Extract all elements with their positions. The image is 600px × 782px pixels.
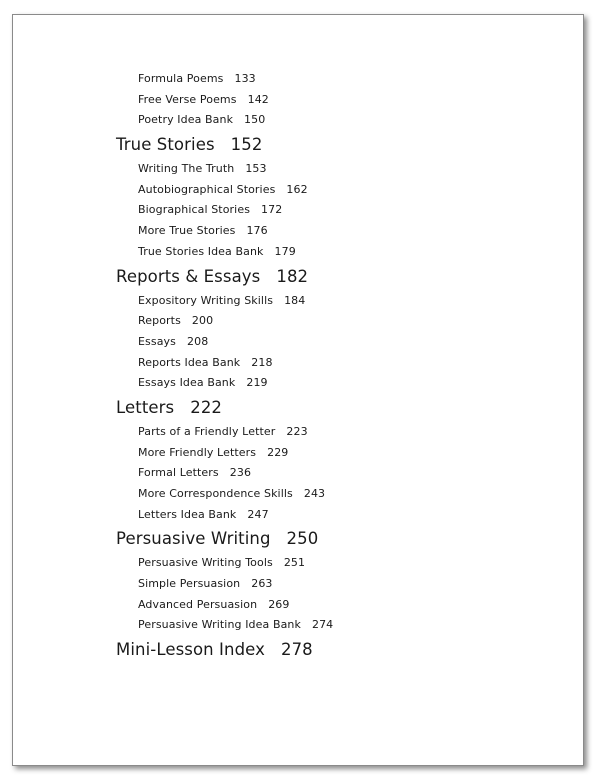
toc-entry[interactable]	[138, 615, 556, 636]
table-of-contents	[116, 69, 556, 664]
toc-entry[interactable]	[138, 422, 556, 443]
toc-section-heading[interactable]	[116, 525, 556, 553]
toc-entry[interactable]	[138, 505, 556, 526]
toc-entry[interactable]	[138, 200, 556, 221]
toc-entry-title: Writing The Truth	[138, 162, 235, 176]
toc-entry-title: Essays Idea Bank	[138, 376, 236, 390]
toc-entry-page: 269	[268, 597, 290, 611]
toc-entry-page: 133	[234, 72, 256, 85]
document-page	[12, 14, 584, 766]
toc-entry-title: Letters Idea Bank	[138, 507, 237, 521]
toc-entry-page: 162	[286, 182, 308, 196]
toc-entry-page: 223	[286, 424, 308, 438]
toc-entry-page: 153	[245, 162, 267, 176]
toc-entry-title: Free Verse Poems	[138, 92, 237, 106]
toc-entry-title: Essays	[138, 334, 176, 348]
toc-entry-title: Formal Letters	[138, 466, 219, 480]
toc-entry-title: Parts of a Friendly Letter	[138, 424, 276, 438]
toc-entry-page: 184	[284, 293, 306, 307]
toc-entry[interactable]	[138, 443, 556, 464]
toc-entry-page: 208	[187, 334, 209, 348]
toc-entry-title: Formula Poems	[138, 72, 224, 85]
toc-section-heading[interactable]	[116, 636, 556, 664]
toc-entry-title: Poetry Idea Bank	[138, 113, 234, 127]
toc-section-title: True Stories	[116, 135, 215, 155]
toc-entry[interactable]	[138, 110, 556, 131]
toc-entry[interactable]	[138, 159, 556, 180]
toc-section-page: 152	[230, 135, 263, 155]
toc-entry-title: Simple Persuasion	[138, 577, 241, 591]
toc-section-title: Letters	[116, 397, 175, 417]
toc-entry[interactable]	[138, 291, 556, 312]
toc-entry[interactable]	[138, 484, 556, 505]
toc-entry[interactable]	[138, 373, 556, 394]
toc-section-heading[interactable]	[116, 394, 556, 422]
toc-section-heading[interactable]	[116, 263, 556, 291]
toc-entry[interactable]	[138, 353, 556, 374]
toc-entry-page: 274	[311, 618, 334, 632]
toc-entry[interactable]	[138, 242, 556, 263]
toc-entry-page: 263	[251, 577, 273, 591]
toc-section-page: 182	[276, 266, 309, 286]
toc-entry-title: Autobiographical Stories	[138, 182, 276, 196]
toc-entry-page: 229	[267, 445, 289, 459]
toc-entry-page: 176	[246, 224, 268, 238]
toc-entry-title: Persuasive Writing Idea Bank	[138, 618, 301, 632]
toc-entry-title: Reports Idea Bank	[138, 355, 241, 369]
toc-entry[interactable]	[138, 69, 556, 90]
toc-entry[interactable]	[138, 221, 556, 242]
toc-entry-page: 243	[303, 487, 326, 500]
toc-section-title: Mini-Lesson Index	[116, 640, 265, 660]
toc-entry-title: More True Stories	[138, 224, 236, 238]
toc-entry-page: 218	[251, 355, 273, 369]
toc-entry[interactable]	[138, 332, 556, 353]
toc-entry[interactable]	[138, 463, 556, 484]
toc-entry-page: 247	[247, 507, 269, 521]
toc-entry-title: Biographical Stories	[138, 203, 251, 217]
toc-entry-page: 150	[244, 113, 266, 127]
toc-entry[interactable]	[138, 311, 556, 332]
toc-entry-title: Reports	[138, 314, 181, 328]
toc-section-heading[interactable]	[116, 131, 556, 159]
toc-section-page: 222	[190, 397, 223, 417]
toc-entry-title: Advanced Persuasion	[138, 597, 258, 611]
toc-entry-title: Expository Writing Skills	[138, 293, 274, 307]
toc-entry-title: Persuasive Writing Tools	[138, 556, 273, 570]
toc-entry-title: True Stories Idea Bank	[138, 244, 264, 258]
toc-entry-page: 142	[247, 92, 269, 106]
toc-section-title: Reports & Essays	[116, 266, 261, 286]
toc-entry-page: 179	[274, 244, 296, 258]
toc-entry-title: More Correspondence Skills	[138, 487, 293, 500]
toc-entry-page: 251	[283, 556, 306, 570]
toc-section-title: Persuasive Writing	[116, 529, 271, 549]
toc-entry-page: 219	[246, 376, 268, 390]
toc-entry[interactable]	[138, 180, 556, 201]
toc-entry[interactable]	[138, 90, 556, 111]
toc-entry[interactable]	[138, 553, 556, 574]
toc-entry-title: More Friendly Letters	[138, 445, 257, 459]
toc-entry-page: 236	[229, 466, 252, 480]
toc-entry-page: 200	[191, 314, 214, 328]
toc-section-page: 278	[280, 640, 313, 660]
toc-entry[interactable]	[138, 595, 556, 616]
toc-entry-page: 172	[261, 203, 283, 217]
toc-section-page: 250	[286, 529, 319, 549]
toc-entry[interactable]	[138, 574, 556, 595]
